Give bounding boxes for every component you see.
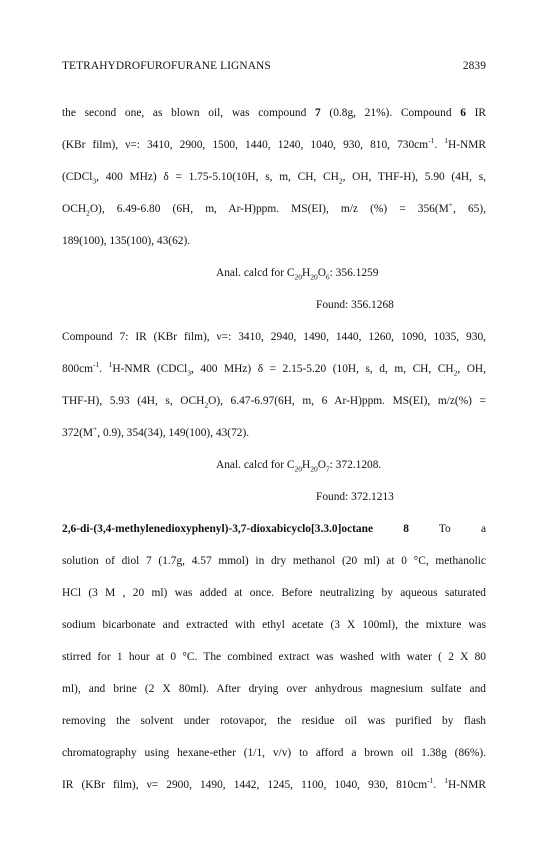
text-run: H	[301, 459, 311, 471]
text-run: solution of diol 7 (1.7g, 4.57 mmol) in dry methanol (20 ml) at 0 °C, methanolic	[62, 555, 486, 567]
text-run: H	[301, 267, 311, 279]
text-run: .	[434, 139, 445, 151]
text-run: O), 6.47-6.97(6H, m, 6 Ar-H)ppm. MS(EI), m/z(%) =	[208, 395, 486, 407]
superscript: 1	[444, 776, 449, 786]
text-run: removing the solvent under rotovapor, the residue oil was purified by flash	[62, 715, 486, 727]
text-line	[62, 417, 486, 449]
subscript: 2	[453, 368, 458, 378]
subscript: 20	[294, 464, 302, 474]
superscript: +	[93, 424, 98, 434]
text-run: O	[317, 267, 326, 279]
text-run: IR	[465, 107, 487, 119]
text-run: OCH	[62, 203, 87, 215]
bold-text: 7	[315, 107, 321, 119]
superscript: 1	[108, 360, 113, 370]
text-line	[62, 449, 486, 481]
text-run: sodium bicarbonate and extracted with ethyl acetate (3 X 100ml), the mixture was	[62, 619, 486, 631]
text-run: To a	[408, 523, 487, 535]
text-line	[62, 673, 486, 705]
text-run: 189(100), 135(100), 43(62).	[62, 235, 191, 247]
text-line	[62, 161, 486, 193]
text-run: H-NMR (CDCl	[112, 363, 188, 375]
subscript: 2	[204, 400, 209, 410]
text-run: 800cm	[62, 363, 94, 375]
text-line	[62, 385, 486, 417]
text-run: (CDCl	[62, 171, 93, 183]
text-run: H-NMR	[448, 779, 486, 791]
text-run: , 0.9), 354(34), 149(100), 43(72).	[97, 427, 250, 439]
text-run: IR (KBr film), ν= 2900, 1490, 1442, 1245, 1100, 1040, 930, 810cm	[62, 779, 428, 791]
text-run: Found: 356.1268	[316, 299, 394, 311]
text-line	[62, 705, 486, 737]
text-run: O	[317, 459, 326, 471]
superscript: -1	[428, 136, 435, 146]
text-run: , 65),	[453, 203, 486, 215]
page-body	[62, 97, 486, 801]
text-run: .	[99, 363, 109, 375]
text-line	[62, 353, 486, 385]
superscript: -1	[93, 360, 100, 370]
text-run: ml), and brine (2 X 80ml). After drying over anhydrous magnesium sulfate and	[62, 683, 486, 695]
text-run: .	[433, 779, 445, 791]
subscript: 3	[187, 368, 192, 378]
superscript: +	[448, 200, 454, 210]
subscript: 2	[86, 208, 90, 218]
text-line	[62, 225, 486, 257]
text-run: 372(M	[62, 427, 94, 439]
text-run: , 400 MHz) δ = 1.75-5.10(10H, s, m, CH, CH	[96, 171, 339, 183]
text-line	[62, 513, 486, 545]
text-run: : 372.1208.	[329, 459, 382, 471]
text-run: THF-H), 5.93 (4H, s, OCH	[62, 395, 205, 407]
subscript: 2	[338, 176, 343, 186]
running-title: TETRAHYDROFUROFURANE LIGNANS	[62, 60, 271, 72]
text-line	[62, 481, 486, 513]
superscript: 1	[444, 136, 449, 146]
text-run: (0.8g, 21%). Compound	[320, 107, 461, 119]
text-run: H-NMR	[448, 139, 486, 151]
text-line	[62, 577, 486, 609]
text-run: the second one, as blown oil, was compound	[62, 107, 316, 119]
text-line	[62, 193, 486, 225]
text-run: , OH,	[457, 363, 486, 375]
text-line	[62, 289, 486, 321]
text-run: : 356.1259	[329, 267, 379, 279]
text-run: chromatography using hexane-ether (1/1, v/v) to afford a brown oil 1.38g (86%).	[62, 747, 486, 759]
text-line	[62, 769, 486, 801]
text-run: HCl (3 M , 20 ml) was added at once. Before neutralizing by aqueous saturated	[62, 587, 486, 599]
text-line	[62, 129, 486, 161]
page-number: 2839	[462, 60, 486, 72]
text-run: , OH, THF-H), 5.90 (4H, s,	[342, 171, 486, 183]
subscript: 3	[92, 176, 97, 186]
text-run: Anal. calcd for C	[216, 267, 295, 279]
subscript: 20	[310, 272, 318, 282]
text-line	[62, 97, 486, 129]
text-run: Compound 7: IR (KBr film), ν=: 3410, 2940, 1490, 1440, 1260, 1090, 1035, 930,	[62, 331, 486, 343]
text-run: O), 6.49-6.80 (6H, m, Ar-H)ppm. MS(EI), m/z (%) = 356(M	[89, 203, 449, 215]
bold-text: 2,6-di-(3,4-methylenedioxyphenyl)-3,7-dioxabicyclo[3.3.0]octane 8	[62, 523, 409, 535]
superscript: -1	[427, 776, 434, 786]
text-run: Anal. calcd for C	[216, 459, 295, 471]
text-line	[62, 545, 486, 577]
text-run: , 400 MHz) δ = 2.15-5.20 (10H, s, d, m, CH, CH	[191, 363, 454, 375]
text-run: (KBr film), ν=: 3410, 2900, 1500, 1440, 1240, 1040, 930, 810, 730cm	[62, 139, 429, 151]
text-line	[62, 737, 486, 769]
text-line	[62, 257, 486, 289]
subscript: 20	[310, 464, 318, 474]
text-line	[62, 321, 486, 353]
text-line	[62, 641, 486, 673]
subscript: 20	[294, 272, 302, 282]
text-run: stirred for 1 hour at 0 °C. The combined extract was washed with water ( 2 X 80	[62, 651, 486, 663]
running-header	[62, 60, 486, 72]
subscript: 6	[325, 272, 330, 282]
text-line	[62, 609, 486, 641]
subscript: 7	[325, 464, 330, 474]
text-run: Found: 372.1213	[316, 491, 394, 503]
bold-text: 6	[460, 107, 466, 119]
